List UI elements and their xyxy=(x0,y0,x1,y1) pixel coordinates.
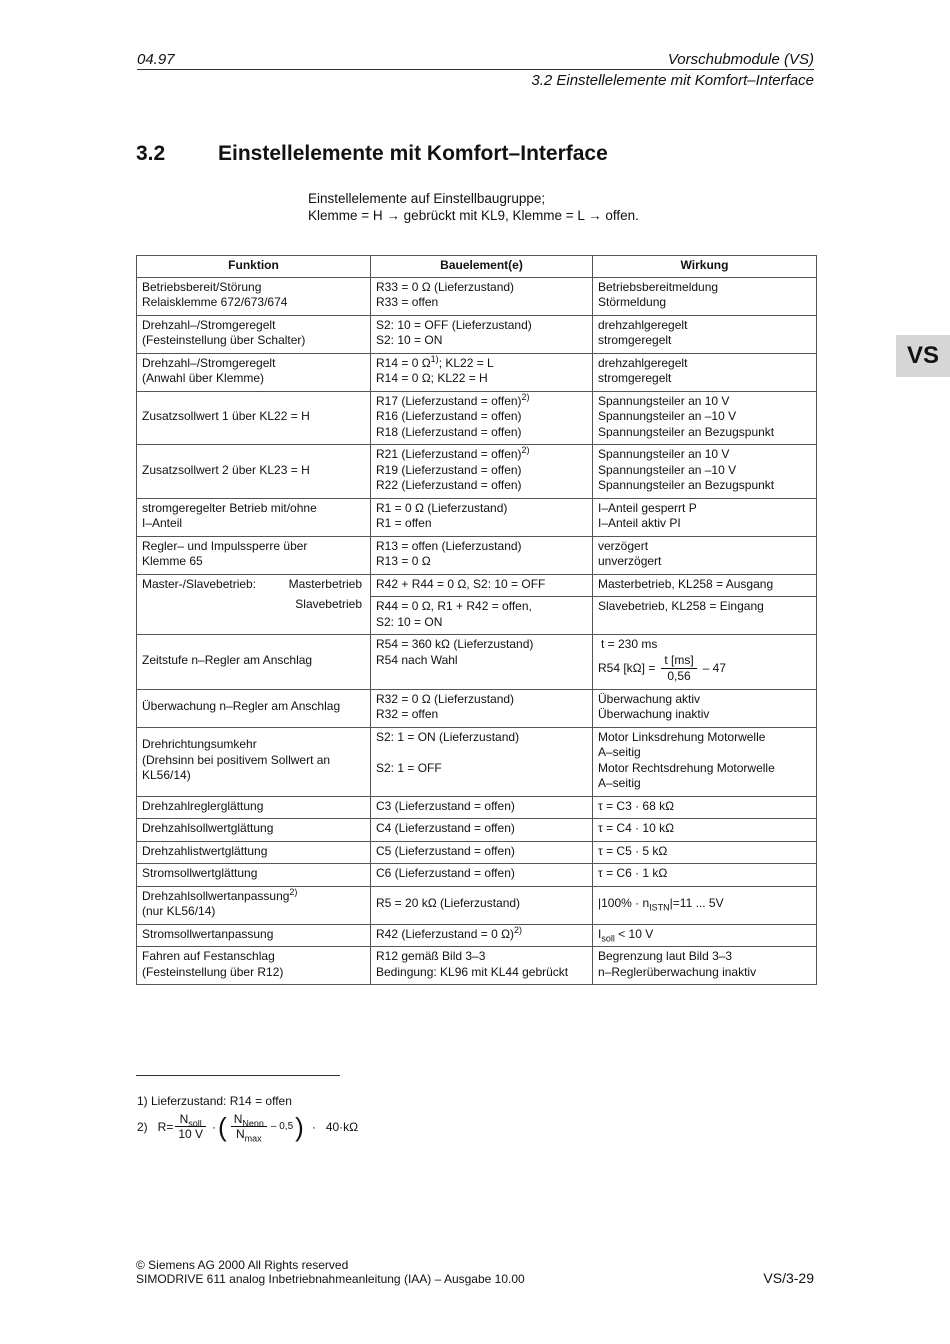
cell-line: A–seitig xyxy=(598,776,641,790)
page-number: VS/3-29 xyxy=(763,1270,814,1286)
table-row xyxy=(137,498,817,536)
cell-funktion xyxy=(137,727,371,796)
cell-line: A–seitig xyxy=(598,745,641,759)
cell-wirkung: τ = C3 · 68 kΩ xyxy=(593,796,817,819)
cell-line: drehzahlgeregelt xyxy=(598,355,688,370)
cell-line: Spannungsteiler an Bezugspunkt xyxy=(598,424,775,439)
cell-line: Überwachung inaktiv xyxy=(598,707,710,721)
cell-line: R32 = offen xyxy=(376,707,439,721)
section-title: Einstellelemente mit Komfort–Interface xyxy=(218,142,608,165)
cell-line: Spannungsteiler an Bezugspunkt xyxy=(598,478,775,492)
denominator: 0,56 xyxy=(667,669,691,683)
arrow-icon: → xyxy=(588,208,602,223)
footer-manual: SIMODRIVE 611 analog Inbetriebnahmeanleitung (IAA) – Ausgabe 10.00 xyxy=(136,1272,525,1286)
cell-line: R54 = 360 kΩ (Lieferzustand) xyxy=(376,637,534,651)
cell-line: Spannungsteiler an 10 V xyxy=(598,393,730,408)
formula xyxy=(598,653,811,685)
table-row xyxy=(137,947,817,985)
cell-funktion: Stromsollwertglättung xyxy=(137,864,371,887)
cell-line: Betriebsbereitmeldung xyxy=(598,279,719,294)
cell-wirkung xyxy=(593,727,817,796)
cell-line: unverzögert xyxy=(598,554,662,568)
footnote-label: 2) xyxy=(137,1119,148,1134)
cell-line xyxy=(376,447,587,463)
table-row xyxy=(137,277,817,315)
formula-term: – 0,5 xyxy=(270,1121,294,1132)
cell-text: |100% · n xyxy=(598,896,650,911)
cell-funktion: Zusatzsollwert 2 über KL23 = H xyxy=(137,445,371,499)
subscript: max xyxy=(244,1133,262,1144)
cell-line: drehzahlgeregelt xyxy=(598,317,688,332)
paren-close: ) xyxy=(295,1111,304,1142)
numerator: t [ms] xyxy=(661,653,696,670)
footnote-ref: 2) xyxy=(521,445,530,455)
footer-copyright: © Siemens AG 2000 All Rights reserved xyxy=(136,1258,349,1272)
cell-wirkung: τ = C4 · 10 kΩ xyxy=(593,819,817,842)
cell-text: Masterbetrieb xyxy=(288,576,362,591)
denominator: 10 V xyxy=(178,1127,204,1141)
cell-line: R22 (Lieferzustand = offen) xyxy=(376,478,522,492)
cell-line: R32 = 0 Ω (Lieferzustand) xyxy=(376,691,515,706)
cell-line: stromgeregelter Betrieb mit/ohne xyxy=(142,500,317,515)
intro-part: Klemme = H xyxy=(308,208,383,223)
table-row xyxy=(137,819,817,842)
subscript: soll xyxy=(601,932,615,943)
table-row xyxy=(137,689,817,727)
cell-line: n–Reglerüberwachung inaktiv xyxy=(598,964,757,979)
formula-symbol: N xyxy=(179,1112,189,1126)
cell-wirkung xyxy=(593,498,817,536)
cell-bauelement xyxy=(371,536,593,574)
cell-line: R33 = offen xyxy=(376,295,439,309)
table-row xyxy=(137,315,817,353)
subscript: Nenn xyxy=(242,1118,264,1129)
fraction xyxy=(661,653,696,685)
cell-text: R54 [kΩ] = xyxy=(598,660,656,675)
cell-line: R1 = 0 Ω (Lieferzustand) xyxy=(376,500,508,515)
cell-line: Relaisklemme 672/673/674 xyxy=(142,295,288,309)
cell-bauelement xyxy=(371,315,593,353)
cell-line: R33 = 0 Ω (Lieferzustand) xyxy=(376,279,515,294)
cell-bauelement: C4 (Lieferzustand = offen) xyxy=(371,819,593,842)
cell-funktion xyxy=(137,277,371,315)
cell-bauelement xyxy=(371,947,593,985)
cell-wirkung: Slavebetrieb, KL258 = Eingang xyxy=(593,597,817,635)
cell-text: < 10 V xyxy=(614,926,654,941)
subscript: ISTN xyxy=(649,902,670,913)
cell-line: R14 = 0 Ω; KL22 = H xyxy=(376,371,488,385)
cell-line: S2: 1 = ON (Lieferzustand) xyxy=(376,729,520,744)
cell-funktion xyxy=(137,574,371,635)
cell-line: (Festeinstellung über R12) xyxy=(142,964,284,979)
footnote-1: 1) Lieferzustand: R14 = offen xyxy=(137,1094,292,1108)
table-row xyxy=(137,864,817,887)
cell-line: (Anwahl über Klemme) xyxy=(142,371,265,385)
formula-symbol: N xyxy=(235,1127,245,1141)
cell-line: Drehzahl–/Stromgeregelt xyxy=(142,317,276,332)
section-number: 3.2 xyxy=(136,142,166,165)
cell-bauelement: C5 (Lieferzustand = offen) xyxy=(371,841,593,864)
cell-line: Regler– und Impulssperre über xyxy=(142,538,308,553)
header-section: 3.2 Einstellelemente mit Komfort–Interface xyxy=(531,72,814,89)
cell-text: R21 (Lieferzustand = offen) xyxy=(376,447,522,461)
cell-line: R1 = offen xyxy=(376,516,432,530)
side-tab-vs: VS xyxy=(896,335,950,377)
cell-text: ; KL22 = L xyxy=(438,355,494,370)
cell-line: S2: 10 = ON xyxy=(376,614,443,629)
table-row xyxy=(137,796,817,819)
cell-funktion xyxy=(137,886,371,924)
header-date: 04.97 xyxy=(137,51,175,68)
cell-bauelement: R42 + R44 = 0 Ω, S2: 10 = OFF xyxy=(371,574,593,597)
paren-open: ( xyxy=(218,1111,227,1142)
cell-line: R12 gemäß Bild 3–3 xyxy=(376,949,486,963)
cell-bauelement: C3 (Lieferzustand = offen) xyxy=(371,796,593,819)
intro-line2 xyxy=(308,207,639,224)
cell-wirkung xyxy=(593,391,817,445)
formula-lhs: R= xyxy=(157,1119,174,1134)
table-row xyxy=(137,841,817,864)
cell-wirkung xyxy=(593,445,817,499)
column-header: Funktion xyxy=(137,256,371,278)
denominator xyxy=(231,1127,267,1144)
cell-line: Spannungsteiler an –10 V xyxy=(598,409,737,423)
cell-text: Drehzahlsollwertanpassung xyxy=(142,888,290,903)
cell-line: Slavebetrieb xyxy=(295,597,362,611)
cell-bauelement xyxy=(371,635,593,690)
cell-line: Störmeldung xyxy=(598,295,667,309)
table-row xyxy=(137,353,817,391)
cell-line: (nur KL56/14) xyxy=(142,904,216,918)
cell-line: S2: 1 = OFF xyxy=(376,760,442,775)
cell-funktion: Drehzahlistwertglättung xyxy=(137,841,371,864)
cell-line: KL56/14) xyxy=(142,768,191,783)
cell-funktion: Drehzahlreglerglättung xyxy=(137,796,371,819)
table-row xyxy=(137,536,817,574)
formula-operator: · xyxy=(212,1119,217,1134)
table-row xyxy=(137,445,817,499)
formula-symbol: N xyxy=(233,1112,243,1126)
numerator xyxy=(231,1112,267,1127)
table-row-master xyxy=(137,574,817,597)
cell-wirkung xyxy=(593,947,817,985)
cell-wirkung xyxy=(593,924,817,947)
cell-funktion: Zusatzsollwert 1 über KL22 = H xyxy=(137,391,371,445)
table-header-row xyxy=(137,256,817,278)
cell-line: R13 = offen (Lieferzustand) xyxy=(376,538,522,553)
cell-line: R16 (Lieferzustand = offen) xyxy=(376,409,522,423)
cell-bauelement xyxy=(371,391,593,445)
footnote-2 xyxy=(137,1111,359,1144)
cell-line: Bedingung: KL96 mit KL44 gebrückt xyxy=(376,964,569,979)
cell-line xyxy=(376,353,587,372)
cell-line xyxy=(142,886,365,905)
footnote-ref: 2) xyxy=(289,886,298,897)
cell-funktion: Überwachung n–Regler am Anschlag xyxy=(137,689,371,727)
formula-operator: · xyxy=(311,1119,316,1134)
table-row xyxy=(137,391,817,445)
cell-bauelement xyxy=(371,727,593,796)
cell-bauelement xyxy=(371,277,593,315)
cell-bauelement xyxy=(371,597,593,635)
cell-line: (Drehsinn bei positivem Sollwert an xyxy=(142,752,331,767)
cell-wirkung xyxy=(593,689,817,727)
cell-line: Überwachung aktiv xyxy=(598,691,701,706)
table-row xyxy=(137,886,817,924)
cell-line: Fahren auf Festanschlag xyxy=(142,949,275,963)
cell-line: S2: 10 = ON xyxy=(376,333,443,347)
arrow-icon: → xyxy=(386,208,400,223)
cell-line: R44 = 0 Ω, R1 + R42 = offen, xyxy=(376,599,532,613)
cell-line: Begrenzung laut Bild 3–3 xyxy=(598,949,733,963)
footnote-ref: 2) xyxy=(521,391,530,402)
header-rule xyxy=(137,69,814,70)
cell-text: – 47 xyxy=(702,660,727,675)
cell-line: I–Anteil xyxy=(142,516,183,530)
cell-text: R17 (Lieferzustand = offen) xyxy=(376,393,522,408)
column-header: Wirkung xyxy=(593,256,817,278)
cell-line: Klemme 65 xyxy=(142,554,203,568)
intro-text xyxy=(308,190,639,224)
cell-wirkung: Masterbetrieb, KL258 = Ausgang xyxy=(593,574,817,597)
cell-wirkung: τ = C5 · 5 kΩ xyxy=(593,841,817,864)
cell-line: R19 (Lieferzustand = offen) xyxy=(376,462,522,477)
cell-line: I–Anteil aktiv PI xyxy=(598,516,681,530)
cell-line: t = 230 ms xyxy=(601,637,658,651)
cell-line: I–Anteil gesperrt P xyxy=(598,500,697,515)
table-row xyxy=(137,727,817,796)
fraction xyxy=(175,1112,206,1141)
fraction xyxy=(231,1112,267,1144)
table-row xyxy=(137,924,817,947)
cell-line: (Festeinstellung über Schalter) xyxy=(142,333,306,347)
column-header: Bauelement(e) xyxy=(371,256,593,278)
cell-line: R13 = 0 Ω xyxy=(376,554,431,568)
cell-line xyxy=(376,391,587,410)
footnote-ref: 1) xyxy=(430,353,439,364)
cell-wirkung: τ = C6 · 1 kΩ xyxy=(593,864,817,887)
cell-wirkung xyxy=(593,353,817,391)
cell-text: |=11 ... 5V xyxy=(669,896,724,911)
cell-funktion xyxy=(137,947,371,985)
cell-bauelement xyxy=(371,924,593,947)
cell-line: Spannungsteiler an –10 V xyxy=(598,462,737,477)
formula-term: 40·kΩ xyxy=(325,1119,359,1134)
cell-wirkung xyxy=(593,277,817,315)
cell-line: Drehrichtungsumkehr xyxy=(142,737,257,752)
cell-line: verzögert xyxy=(598,538,649,553)
cell-line: stromgeregelt xyxy=(598,371,672,385)
header-chapter: Vorschubmodule (VS) xyxy=(667,51,814,68)
cell-text: R42 (Lieferzustand = 0 Ω) xyxy=(376,926,515,941)
cell-text: I xyxy=(598,926,602,941)
cell-line: stromgeregelt xyxy=(598,333,672,347)
cell-line: Motor Linksdrehung Motorwelle xyxy=(598,729,766,744)
cell-bauelement xyxy=(371,689,593,727)
cell-text: Master-/Slavebetrieb: xyxy=(142,576,257,591)
cell-funktion xyxy=(137,536,371,574)
table-row xyxy=(137,635,817,690)
cell-line: Betriebsbereit/Störung xyxy=(142,279,262,294)
cell-funktion xyxy=(137,498,371,536)
intro-part: offen. xyxy=(601,208,639,223)
cell-text: R14 = 0 Ω xyxy=(376,355,431,370)
cell-wirkung xyxy=(593,886,817,924)
cell-bauelement: R5 = 20 kΩ (Lieferzustand) xyxy=(371,886,593,924)
cell-line xyxy=(142,577,362,593)
cell-bauelement xyxy=(371,498,593,536)
cell-bauelement xyxy=(371,445,593,499)
cell-line: R54 nach Wahl xyxy=(376,652,458,667)
settings-table xyxy=(136,255,817,985)
cell-line: Spannungsteiler an 10 V xyxy=(598,447,730,461)
cell-line: R18 (Lieferzustand = offen) xyxy=(376,424,522,439)
cell-line: Motor Rechtsdrehung Motorwelle xyxy=(598,760,775,775)
subscript: soll xyxy=(188,1118,202,1129)
cell-line: Drehzahl–/Stromgeregelt xyxy=(142,355,276,370)
cell-funktion: Zeitstufe n–Regler am Anschlag xyxy=(137,635,371,690)
cell-funktion: Drehzahlsollwertglättung xyxy=(137,819,371,842)
cell-wirkung xyxy=(593,635,817,690)
cell-wirkung xyxy=(593,315,817,353)
cell-funktion xyxy=(137,315,371,353)
intro-line1: Einstellelemente auf Einstellbaugruppe; xyxy=(308,191,546,206)
cell-bauelement xyxy=(371,353,593,391)
numerator xyxy=(175,1112,206,1127)
cell-wirkung xyxy=(593,536,817,574)
intro-part: gebrückt mit KL9, Klemme = L xyxy=(399,208,589,223)
cell-line: S2: 10 = OFF (Lieferzustand) xyxy=(376,317,532,332)
cell-funktion: Stromsollwertanpassung xyxy=(137,924,371,947)
cell-bauelement: C6 (Lieferzustand = offen) xyxy=(371,864,593,887)
footnote-ref: 2) xyxy=(514,924,523,935)
footnote-rule xyxy=(136,1075,340,1076)
cell-funktion xyxy=(137,353,371,391)
